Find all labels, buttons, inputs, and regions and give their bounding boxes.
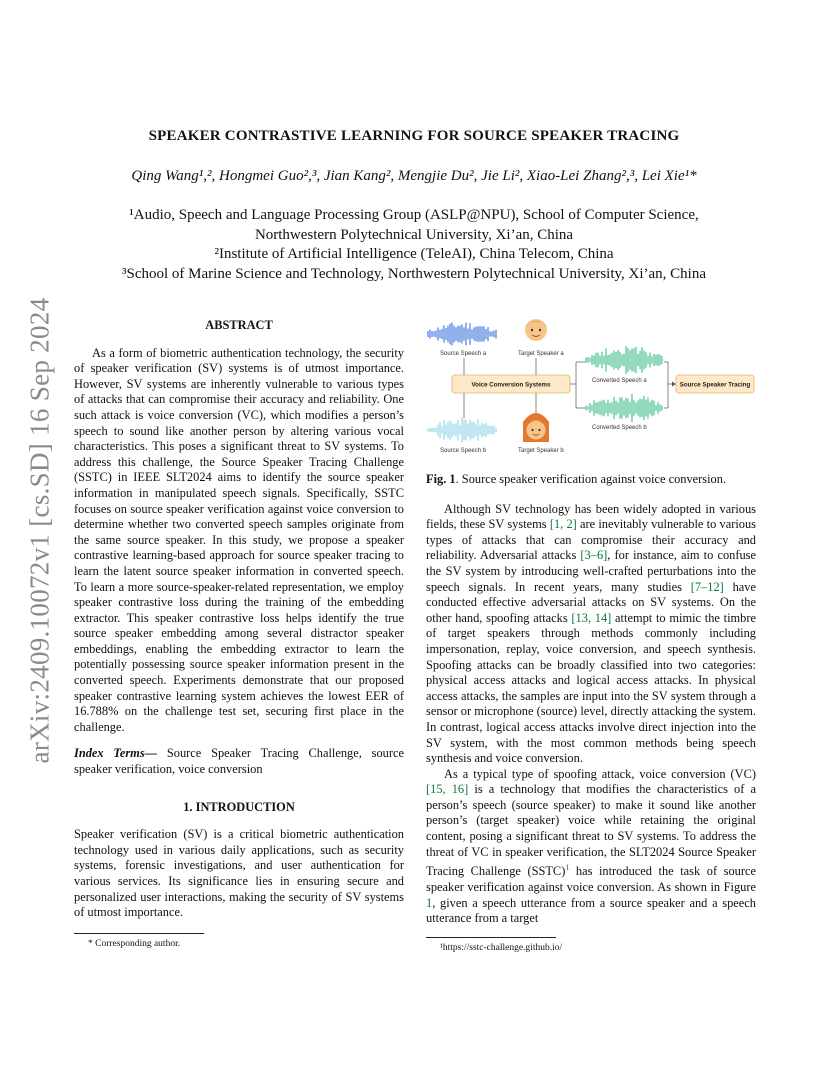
waveform-source-b-icon xyxy=(428,417,496,443)
text-span: attempt to mimic the timbre of target speakers through methods commonly including impersonation, replay, voice conversion, and speech synthesis. Spoofing attacks can be broadly classified into two categories: physical access attacks and logical access attacks. In physical access attacks, the samples are input into the SV system through a sensor or microphone (source) level, directly attacking the system. In contrast, logical access attacks involve direct injection into the SV system, with the most common methods being speech synthesis and voice conversion. xyxy=(426,610,756,766)
waveform-converted-b-icon xyxy=(586,394,662,422)
index-terms xyxy=(74,746,404,777)
figure-caption-text: . Source speaker verification against voice conversion. xyxy=(455,472,727,486)
arxiv-identifier-text: arXiv:2409.10072v1 [cs.SD] 16 Sep 2024 xyxy=(24,297,55,763)
abstract-heading: ABSTRACT xyxy=(205,318,273,332)
citation-link[interactable]: [1, 2] xyxy=(549,517,577,532)
figure-diagram xyxy=(426,318,756,466)
index-terms-label: Index Terms— xyxy=(74,746,158,761)
body-paragraph-2 xyxy=(426,767,756,927)
emoji-target-a-icon xyxy=(525,319,547,341)
waveform-source-a-icon xyxy=(428,322,496,345)
footnote-url: ¹https://sstc-challenge.github.io/ xyxy=(440,942,563,953)
affiliation-line: Northwestern Polytechnical University, Xi’an, China xyxy=(254,226,574,243)
affiliation-line: ³School of Marine Science and Technology, Northwestern Polytechnical University, Xi’an, China xyxy=(122,265,706,282)
body-paragraph-1 xyxy=(426,502,756,767)
emoji-target-b-icon xyxy=(523,413,549,442)
footnote-corresponding: * Corresponding author. xyxy=(88,938,181,949)
affiliations xyxy=(74,206,754,284)
waveform-converted-a-icon xyxy=(586,346,662,374)
label-target-speaker-b: Target Speaker b xyxy=(518,448,564,454)
footnote-rule xyxy=(74,933,204,934)
figure-1 xyxy=(426,318,756,466)
label-source-speech-b: Source Speech b xyxy=(440,448,487,454)
left-column xyxy=(74,318,404,950)
text-span: are inevitably vulnerable to various types of attacks that can compromise their accuracy and reliability. Adversarial attacks xyxy=(426,517,756,563)
citation-link[interactable]: [3–6] xyxy=(580,548,608,563)
arxiv-identifier xyxy=(20,290,60,770)
index-terms-text: Source Speaker Tracing Challenge, source speaker verification, voice conversion xyxy=(74,746,404,777)
label-target-speaker-a: Target Speaker a xyxy=(518,351,564,357)
author-list: Qing Wang¹,², Hongmei Guo²,³, Jian Kang², Mengjie Du², Jie Li², Xiao-Lei Zhang²,³, Lei Xie¹* xyxy=(131,168,697,184)
text-span: is a technology that modifies the characteristics of a person’s speech (source speaker) to make it sound like another person’s (target speaker) voice while retaining the original content, posing a significant threat to SV systems. To address the threat of VC in speaker verification, the SLT2024 Source Speaker Tracing Challenge (SSTC) xyxy=(426,782,756,879)
text-span: has introduced the task of source speaker verification against voice conversion. As shown in Figure xyxy=(426,864,756,894)
label-vc-systems: Voice Conversion Systems xyxy=(471,381,551,389)
label-source-speech-a: Source Speech a xyxy=(440,351,487,357)
text-span: Although SV technology has been widely adopted in various fields, these SV systems xyxy=(426,501,756,532)
citation-link[interactable]: [13, 14] xyxy=(571,610,612,625)
text-span: As a typical type of spoofing attack, voice conversion (VC) xyxy=(444,766,756,781)
label-converted-speech-b: Converted Speech b xyxy=(592,425,647,431)
introduction-heading: 1. INTRODUCTION xyxy=(183,799,295,814)
figure-link[interactable]: 1 xyxy=(426,895,433,910)
footnote-rule xyxy=(426,937,556,938)
figure-caption xyxy=(426,472,756,488)
text-span: have conducted effective adversarial attacks on SV systems. On the other hand, spoofing attacks xyxy=(426,579,756,625)
affiliation-line: ²Institute of Artificial Intelligence (TeleAI), China Telecom, China xyxy=(214,246,614,262)
label-converted-speech-a: Converted Speech a xyxy=(592,378,647,384)
right-column xyxy=(426,318,756,954)
label-source-speaker-tracing: Source Speaker Tracing xyxy=(679,381,751,389)
text-span: , for instance, aim to confuse the SV system by introducing well-crafted perturbations into the speech signals. In recent years, many studies xyxy=(426,548,756,594)
abstract-text: As a form of biometric authentication technology, the security of speaker verification (SV) systems is of utmost importance. However, SV systems are inherently vulnerable to various types of attacks that can compromise their accuracy and reliability. One such attack is voice conversion (VC), which modifies a person’s speech to sound like another person by altering various vocal characteristics. This poses a significant threat to SV systems. To address this challenge, the Source Speaker Tracing Challenge (SSTC) in IEEE SLT2024 aims to identify the source speaker information in manipulated speech signals. Specifically, SSTC focuses on source speaker verification against voice conversion to determine whether two converted speech samples originate from the same source speaker. In this study, we propose a speaker contrastive learning-based approach for source speaker tracing to learn the latent source speaker information in converted speech. To learn a more source-speaker-related representation, we employ speaker contrastive loss during the training of the embedding extractor. This speaker contrastive loss helps identify the true source speaker embedding among several distractor speaker embeddings, enabling the embedding extractor to learn the potentially possessing source speaker information present in the converted speech. Experiments demonstrate that our proposed speaker contrastive learning system achieves the lowest EER of 16.788% on the challenge test set, securing first place in the challenge. xyxy=(74,345,404,734)
paper-title: SPEAKER CONTRASTIVE LEARNING FOR SOURCE SPEAKER TRACING xyxy=(148,128,680,144)
text-span: , given a speech utterance from a source speaker and a speech utterance from a target xyxy=(426,895,756,926)
footnote-link[interactable]: 1 xyxy=(565,863,570,873)
citation-link[interactable]: [15, 16] xyxy=(426,782,469,797)
affiliation-line: ¹Audio, Speech and Language Processing Group (ASLP@NPU), School of Computer Science, xyxy=(129,207,699,223)
citation-link[interactable]: [7–12] xyxy=(690,579,724,594)
introduction-paragraph: Speaker verification (SV) is a critical biometric authentication technology used in various daily applications, such as security systems, forensic investigations, and user authentication for various services. Its significance lies in ensuring secure and personalized user interactions, making the security of SV systems of utmost importance. xyxy=(74,827,404,920)
figure-caption-label: Fig. 1 xyxy=(426,472,456,486)
